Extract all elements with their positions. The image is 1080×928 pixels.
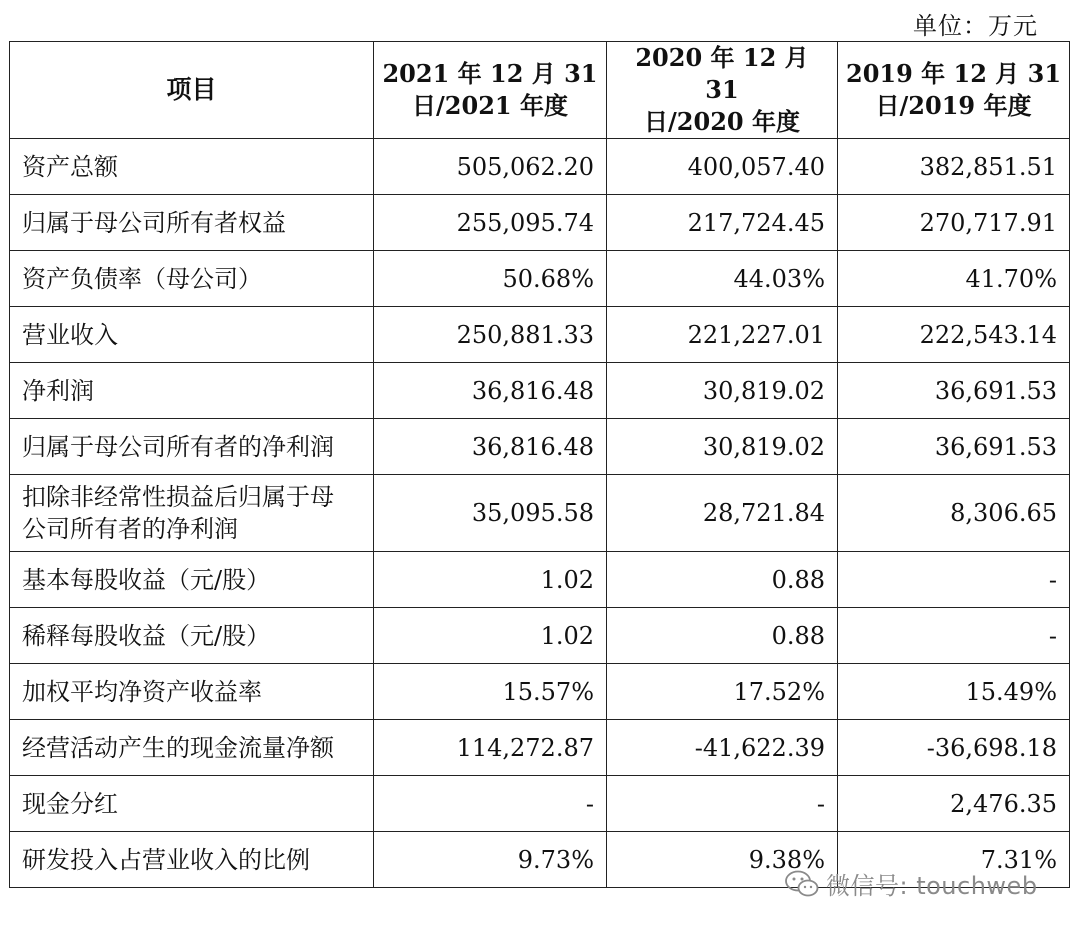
value-2021: 35,095.58: [374, 475, 607, 552]
table-body: [10, 139, 1070, 888]
financial-table: [9, 41, 1070, 888]
value-2019: 15.49%: [838, 664, 1070, 720]
table-row: [10, 720, 1070, 776]
row-label: 加权平均净资产收益率: [10, 664, 374, 720]
value-2019: 36,691.53: [838, 419, 1070, 475]
value-2020: 0.88: [607, 608, 838, 664]
value-2019: 7.31%: [838, 832, 1070, 888]
value-2021: 36,816.48: [374, 419, 607, 475]
table-row: [10, 664, 1070, 720]
value-2020: 44.03%: [607, 251, 838, 307]
value-2019: 41.70%: [838, 251, 1070, 307]
unit-label: 单位：万元: [913, 12, 1038, 40]
value-2020: 17.52%: [607, 664, 838, 720]
value-2020: 400,057.40: [607, 139, 838, 195]
table-row: [10, 475, 1070, 552]
row-label: 研发投入占营业收入的比例: [10, 832, 374, 888]
table-row: [10, 363, 1070, 419]
row-label: 净利润: [10, 363, 374, 419]
value-2019: 36,691.53: [838, 363, 1070, 419]
value-2021: 505,062.20: [374, 139, 607, 195]
value-2021: 50.68%: [374, 251, 607, 307]
row-label: 基本每股收益（元/股）: [10, 552, 374, 608]
table-row: [10, 195, 1070, 251]
value-2020: -: [607, 776, 838, 832]
value-2019: 382,851.51: [838, 139, 1070, 195]
value-2019: 222,543.14: [838, 307, 1070, 363]
value-2019: 8,306.65: [838, 475, 1070, 552]
header-2019: 2019 年 12 月 31 日/2019 年度: [838, 42, 1070, 139]
value-2020: 9.38%: [607, 832, 838, 888]
header-2020: 2020 年 12 月 31 日/2020 年度: [607, 42, 838, 139]
row-label: 归属于母公司所有者的净利润: [10, 419, 374, 475]
row-label: 归属于母公司所有者权益: [10, 195, 374, 251]
row-label: 经营活动产生的现金流量净额: [10, 720, 374, 776]
value-2020: 0.88: [607, 552, 838, 608]
value-2020: 30,819.02: [607, 363, 838, 419]
table-row: [10, 251, 1070, 307]
row-label: 扣除非经常性损益后归属于母 公司所有者的净利润: [10, 475, 374, 552]
value-2019: 270,717.91: [838, 195, 1070, 251]
header-row: [10, 42, 1070, 139]
table-row: [10, 776, 1070, 832]
value-2020: -41,622.39: [607, 720, 838, 776]
value-2021: 255,095.74: [374, 195, 607, 251]
table-row: [10, 552, 1070, 608]
value-2019: -36,698.18: [838, 720, 1070, 776]
watermark: [784, 866, 1038, 901]
header-2021: 2021 年 12 月 31 日/2021 年度: [374, 42, 607, 139]
table-header: [10, 42, 1070, 139]
value-2019: -: [838, 608, 1070, 664]
value-2021: 36,816.48: [374, 363, 607, 419]
value-2020: 217,724.45: [607, 195, 838, 251]
wechat-icon: [784, 869, 820, 899]
header-item: 项目: [10, 42, 374, 139]
row-label: 资产负债率（母公司）: [10, 251, 374, 307]
row-label: 现金分红: [10, 776, 374, 832]
value-2021: 114,272.87: [374, 720, 607, 776]
value-2020: 221,227.01: [607, 307, 838, 363]
value-2020: 30,819.02: [607, 419, 838, 475]
value-2019: -: [838, 552, 1070, 608]
value-2021: 250,881.33: [374, 307, 607, 363]
value-2021: 1.02: [374, 608, 607, 664]
table-row: [10, 139, 1070, 195]
value-2021: 9.73%: [374, 832, 607, 888]
table-row: [10, 419, 1070, 475]
row-label: 资产总额: [10, 139, 374, 195]
table-row: [10, 608, 1070, 664]
value-2021: 15.57%: [374, 664, 607, 720]
value-2021: -: [374, 776, 607, 832]
watermark-text: 微信号: touchweb: [826, 872, 1038, 900]
value-2020: 28,721.84: [607, 475, 838, 552]
row-label: 稀释每股收益（元/股）: [10, 608, 374, 664]
table-row: [10, 307, 1070, 363]
value-2019: 2,476.35: [838, 776, 1070, 832]
row-label: 营业收入: [10, 307, 374, 363]
value-2021: 1.02: [374, 552, 607, 608]
